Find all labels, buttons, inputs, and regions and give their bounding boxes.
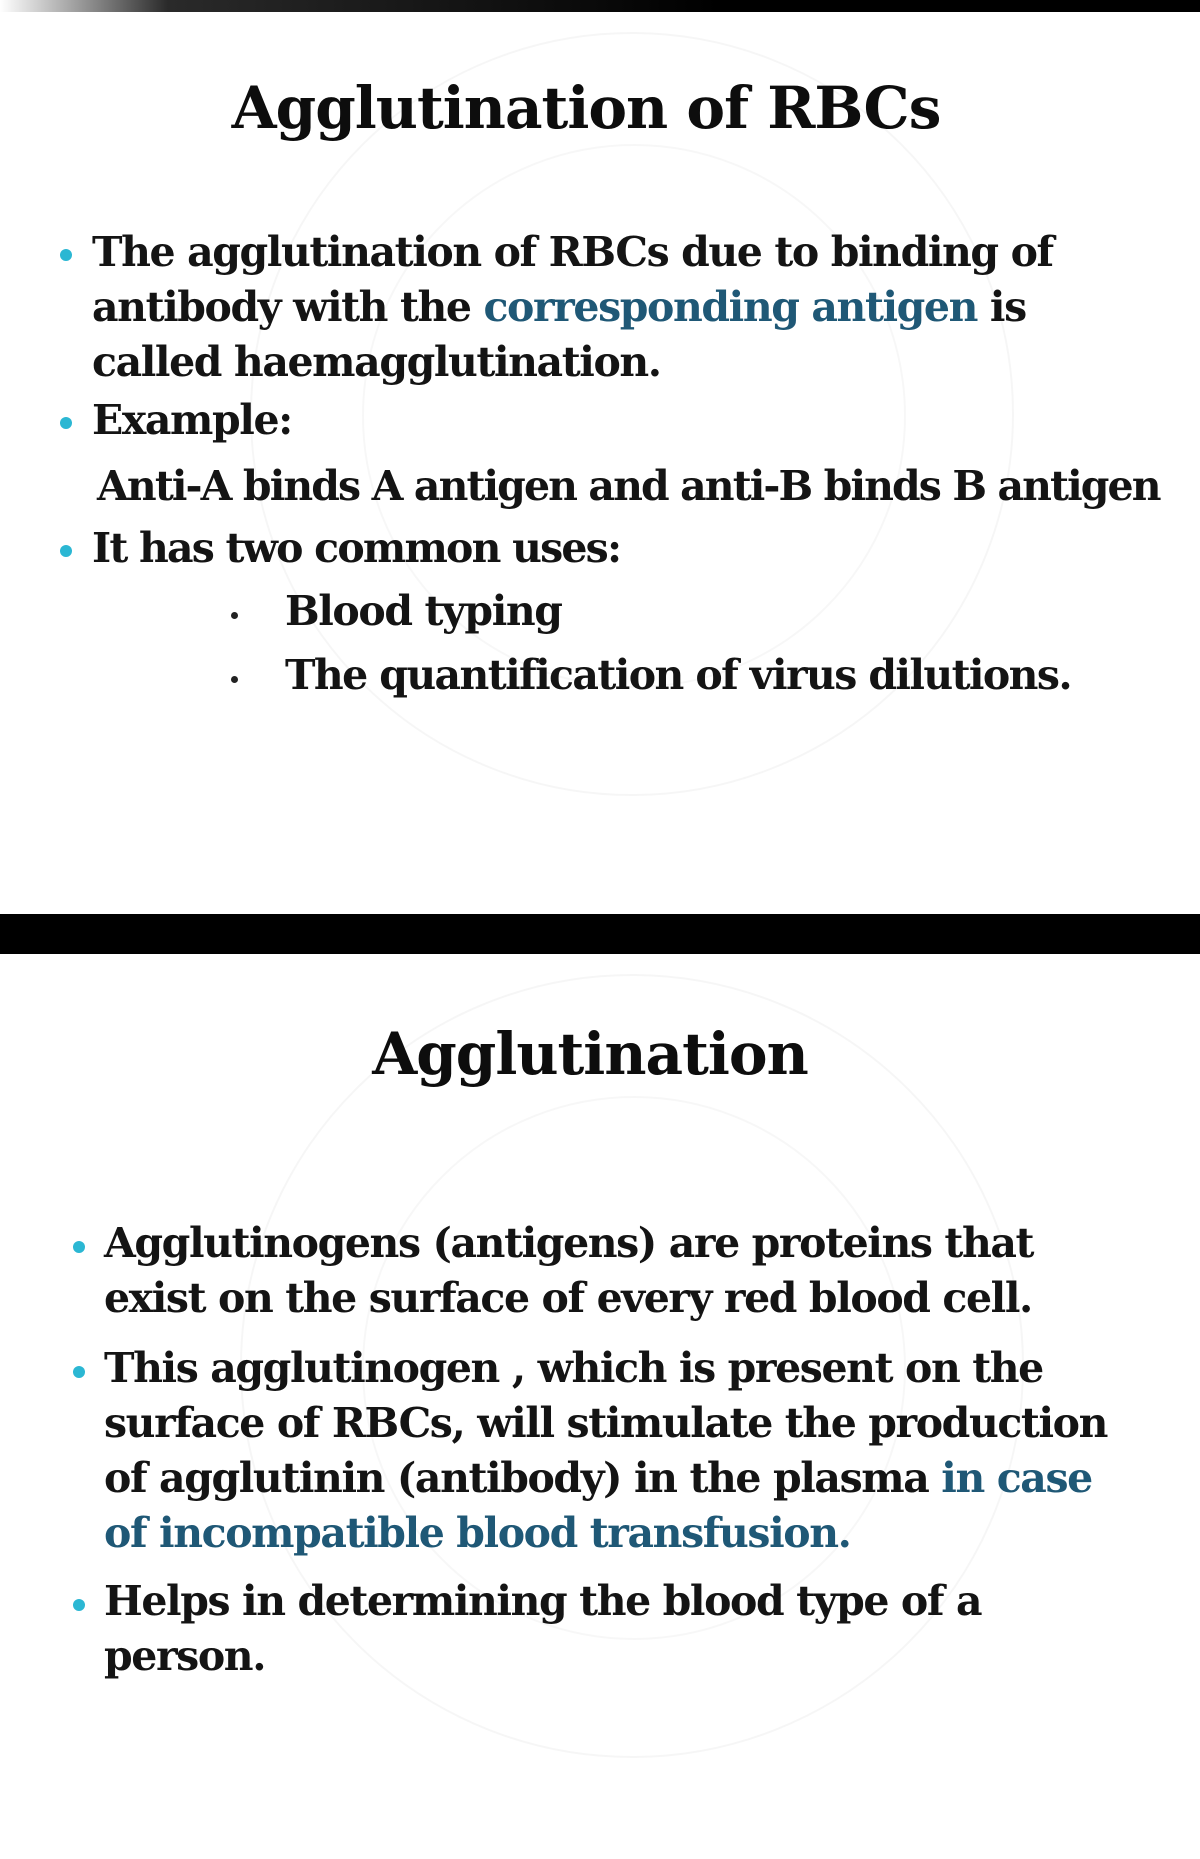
stimulation-line-3 [104,1451,1107,1506]
top-border [0,0,1200,12]
blood-type-line-2: person. [104,1632,266,1680]
slide-title: Agglutination [372,1020,808,1088]
agglutinogens-text [104,1216,1033,1326]
definition-line-3: called haemagglutination. [92,338,661,386]
definition-line-2-text: antibody with the [92,283,484,331]
highlight-in-case: in case [941,1454,1092,1502]
agglutinogens-line-2: exist on the surface of every red blood cell. [104,1274,1032,1322]
highlight-corresponding-antigen: corresponding antigen [483,283,978,331]
use-blood-typing: Blood typing [285,587,562,635]
use-virus-quantification: The quantification of virus dilutions. [285,651,1072,699]
example-label: Example: [92,396,292,444]
stimulation-line-2: surface of RBCs, will stimulate the production [104,1399,1107,1447]
blood-type-text [104,1574,981,1684]
example-text: Anti-A binds A antigen and anti-B binds B antigen [97,462,1160,510]
definition-line-2 [92,280,1053,335]
stimulation-line-3-text: of agglutinin (antibody) in the plasma [104,1454,942,1502]
bullet-icon [60,545,72,557]
uses-label: It has two common uses: [92,524,621,572]
stimulation-text [104,1341,1107,1561]
blood-type-line-1: Helps in determining the blood type of a [104,1577,982,1625]
agglutinogens-line-1: Agglutinogens (antigens) are proteins that [104,1219,1034,1267]
slide-agglutination [0,954,1200,1859]
bullet-icon [73,1366,85,1378]
sub-bullet-icon [231,676,238,683]
sub-bullet-icon [231,612,238,619]
bullet-icon [60,417,72,429]
definition-text [92,225,1053,390]
bullet-icon [73,1241,85,1253]
highlight-incompatible-transfusion: of incompatible blood transfusion. [104,1509,851,1557]
slide-title: Agglutination of RBCs [231,74,941,142]
bullet-icon [60,249,72,261]
stimulation-line-1: This agglutinogen , which is present on the [104,1344,1043,1392]
definition-line-2-end: is [977,283,1026,331]
bullet-icon [73,1599,85,1611]
definition-line-1: The agglutination of RBCs due to binding of [92,228,1053,276]
slide-divider [0,914,1200,954]
slide-agglutination-of-rbcs [0,12,1200,914]
